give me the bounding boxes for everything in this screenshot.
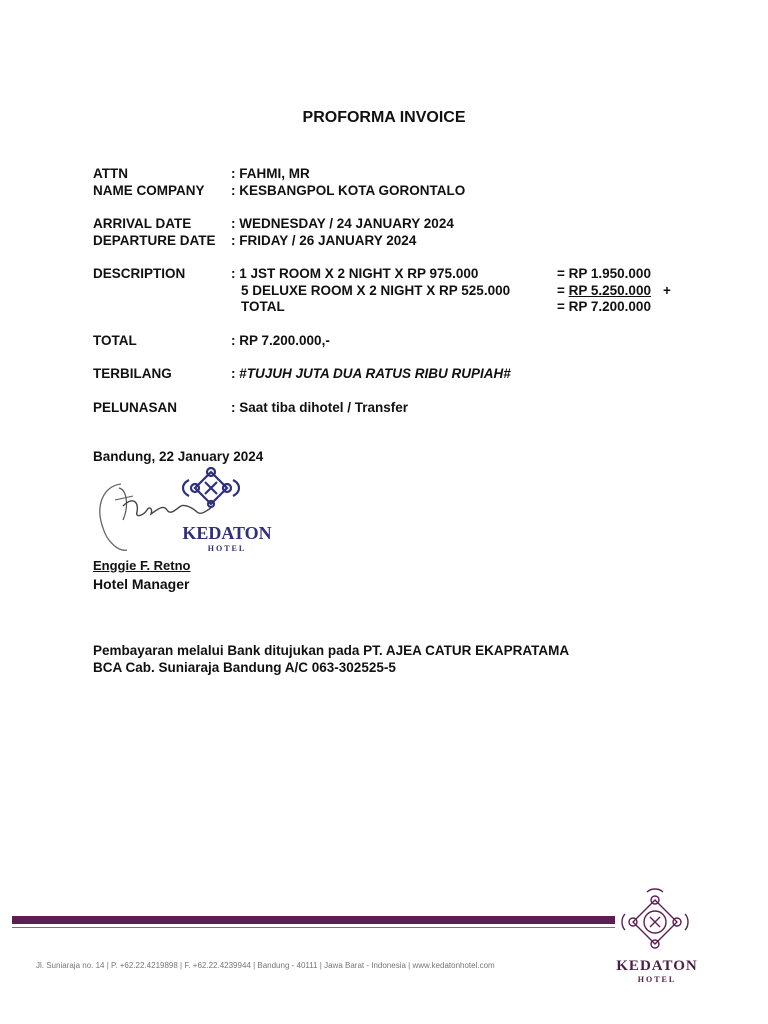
terbilang-value (231, 366, 511, 382)
footer-address: Jl. Suniaraja no. 14 | P. +62.22.4219898 | F. +62.22.4239944 | Bandung - 40111 | Jawa Barat - Indonesia | www.kedatonhotel.com (36, 961, 495, 970)
footer-divider (12, 927, 615, 928)
terbilang-label: TERBILANG (93, 366, 172, 381)
signature-stamp (93, 466, 279, 558)
footer-logo (605, 886, 715, 986)
footer-logo-brand: KEDATON (616, 958, 698, 974)
signer-name: Enggie F. Retno (93, 558, 191, 573)
description-label: DESCRIPTION (93, 266, 186, 281)
description-line-2: 5 DELUXE ROOM X 2 NIGHT X RP 525.000 (241, 283, 511, 298)
plus-sign: + (663, 283, 671, 298)
attn-value: : FAHMI, MR (231, 166, 310, 181)
description-amount-2 (557, 283, 651, 299)
attn-label: ATTN (93, 166, 128, 181)
terbilang-prefix: : # (231, 366, 247, 381)
total-label: TOTAL (93, 333, 137, 348)
description-amount-2-eq: = (557, 283, 569, 298)
description-amount-1: = RP 1.950.000 (557, 266, 651, 281)
invoice-title: PROFORMA INVOICE (302, 109, 466, 126)
pelunasan-label: PELUNASAN (93, 400, 178, 415)
signer-role: Hotel Manager (93, 576, 190, 592)
arrival-label: ARRIVAL DATE (93, 216, 192, 231)
departure-value: : FRIDAY / 26 JANUARY 2024 (231, 233, 417, 248)
arrival-value: : WEDNESDAY / 24 JANUARY 2024 (231, 216, 454, 231)
terbilang-text: TUJUH JUTA DUA RATUS RIBU RUPIAH# (246, 366, 511, 381)
company-value: : KESBANGPOL KOTA GORONTALO (231, 183, 466, 198)
total-value: : RP 7.200.000,- (231, 333, 330, 348)
place-date: Bandung, 22 January 2024 (93, 449, 264, 464)
payment-line-2: BCA Cab. Suniaraja Bandung A/C 063-302525-5 (93, 660, 396, 675)
description-amount-3: = RP 7.200.000 (557, 299, 651, 314)
stamp-sub: HOTEL (207, 544, 247, 553)
signature-stamp-graphic (93, 466, 279, 558)
pelunasan-value: : Saat tiba dihotel / Transfer (231, 400, 409, 415)
description-line-1: : 1 JST ROOM X 2 NIGHT X RP 975.000 (231, 266, 479, 281)
departure-label: DEPARTURE DATE (93, 233, 216, 248)
description-line-3: TOTAL (241, 299, 285, 314)
footer-logo-sub: HOTEL (637, 975, 677, 984)
company-label: NAME COMPANY (93, 183, 205, 198)
payment-line-1: Pembayaran melalui Bank ditujukan pada PT. AJEA CATUR EKAPRATAMA (93, 643, 570, 658)
footer-bar (12, 916, 615, 924)
stamp-brand: KEDATON (182, 523, 272, 543)
footer-logo-graphic (605, 886, 715, 986)
description-amount-2-value: RP 5.250.000 (568, 283, 651, 298)
